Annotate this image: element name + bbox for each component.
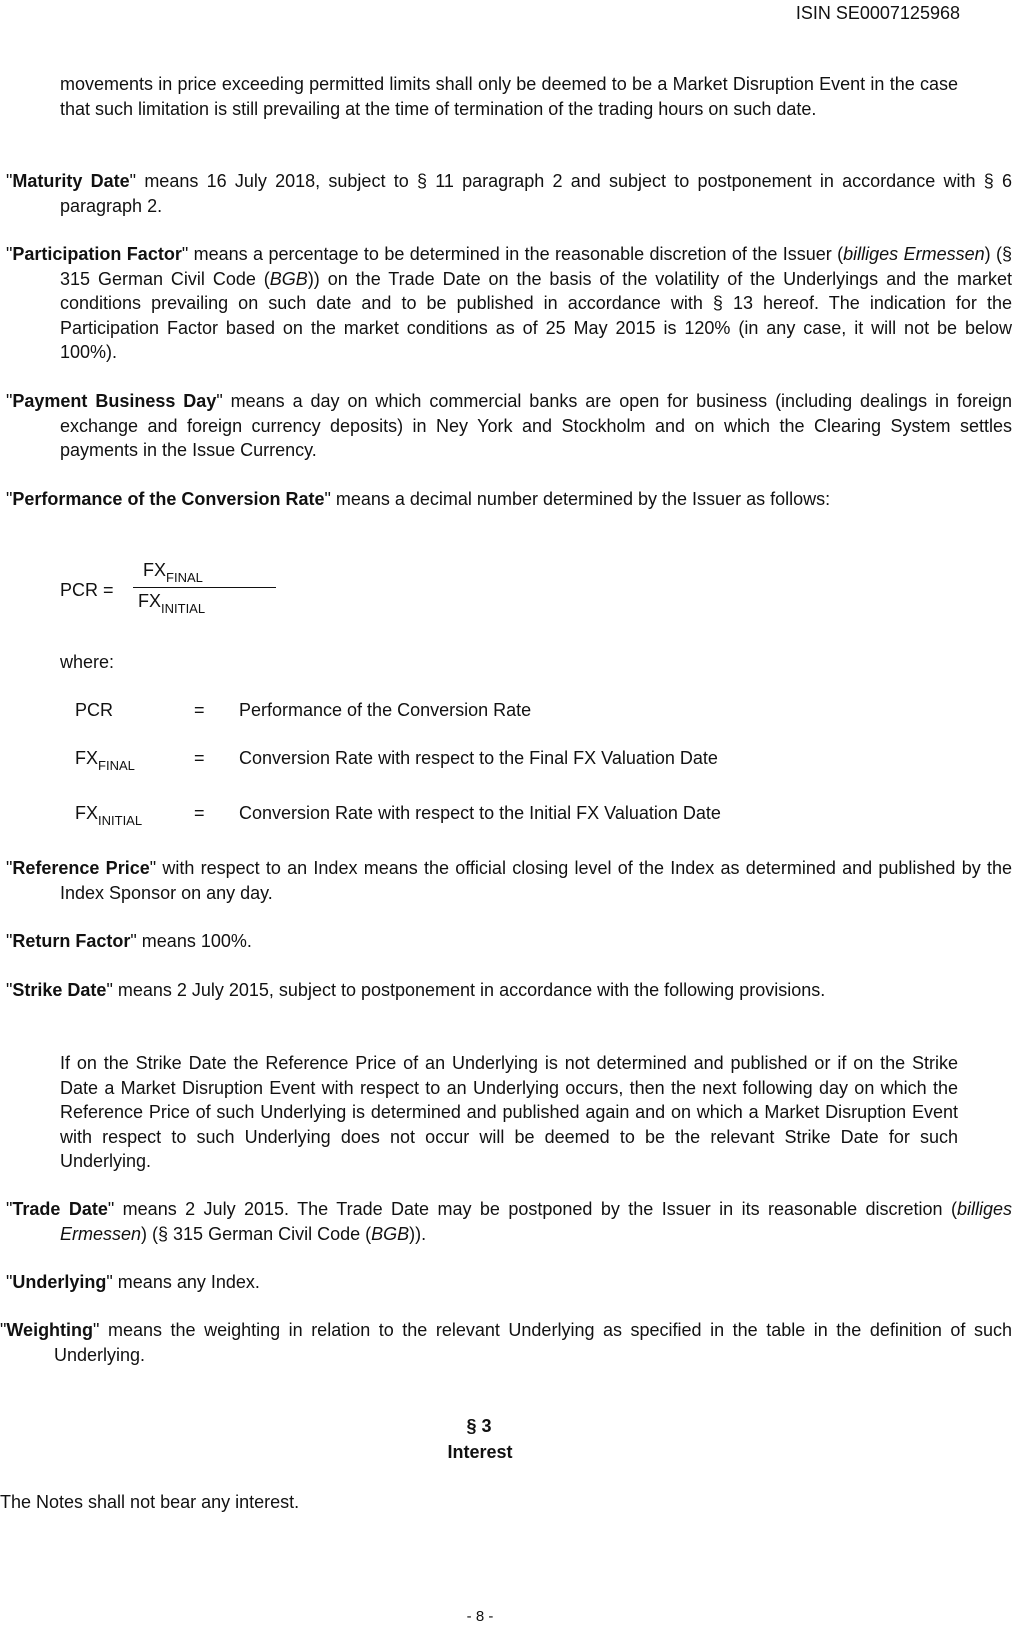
- quote-open: ": [6, 489, 13, 509]
- underlying-term: Underlying: [12, 1272, 107, 1292]
- weighting-term: Weighting: [6, 1320, 94, 1340]
- quote-close: ": [216, 391, 223, 411]
- underlying-definition: [6, 1270, 1012, 1295]
- pcr-formula: [60, 558, 260, 628]
- definition-text: Performance of the Conversion Rate: [239, 700, 532, 720]
- quote-close: ": [107, 1199, 115, 1219]
- quote-open: ": [6, 1199, 13, 1219]
- page-number: - 8 -: [466, 1608, 494, 1625]
- quote-close: ": [129, 171, 137, 191]
- definition-symbol-base: PCR: [75, 700, 114, 720]
- definition-symbol: [75, 746, 135, 773]
- interest-statement: The Notes shall not bear any interest.: [0, 1492, 300, 1512]
- performance-conversion-rate-text: means a decimal number determined by the Issuer as follows:: [330, 489, 831, 509]
- strike-date-text: means 2 July 2015, subject to postponement in accordance with the following provisions.: [112, 980, 826, 1000]
- formula-denominator-sub: INITIAL: [161, 601, 206, 616]
- weighting-definition: [0, 1318, 1012, 1367]
- return-factor-definition: [6, 929, 1012, 954]
- definition-equals: =: [194, 748, 205, 768]
- definition-row-pcr: [75, 698, 955, 724]
- participation-factor-term: Participation Factor: [12, 244, 182, 264]
- payment-business-day-definition: [6, 389, 1012, 463]
- participation-text-1: means a percentage to be determined in the reasonable discretion of the Issuer (: [188, 244, 844, 264]
- reference-price-definition: [6, 856, 1012, 905]
- definition-symbol: [75, 698, 113, 725]
- quote-open: ": [6, 244, 13, 264]
- strike-date-definition: [6, 978, 1012, 1003]
- formula-denominator-base: FX: [138, 591, 162, 611]
- definition-symbol-sub: FINAL: [98, 758, 135, 773]
- trade-date-term: Trade Date: [12, 1199, 108, 1219]
- reference-price-text: with respect to an Index means the official closing level of the Index as determined and published by the Index Sponsor on any day.: [60, 858, 1012, 903]
- trade-date-text-3: )).: [409, 1223, 427, 1244]
- reference-price-term: Reference Price: [12, 858, 150, 878]
- participation-text-2: ) (§ 315 German Civil Code (: [60, 244, 1012, 289]
- definition-text: Conversion Rate with respect to the Final FX Valuation Date: [239, 748, 718, 768]
- definition-equals: =: [194, 700, 205, 720]
- payment-business-day-text: means a day on which commercial banks are open for business (including dealings in foreign exchange and foreign currency deposits) in Ney York and Stockholm and on which the Clearing System settles payments in the Issue Currency.: [60, 391, 1012, 460]
- definition-row-fx-initial: [75, 801, 955, 827]
- formula-lhs: PCR =: [60, 580, 114, 600]
- quote-open: ": [6, 1272, 13, 1292]
- definition-row-fx-final: [75, 746, 955, 772]
- quote-close: ": [324, 489, 331, 509]
- isin-header: ISIN SE0007125968: [795, 3, 960, 23]
- formula-numerator-base: FX: [143, 560, 167, 580]
- where-label: where:: [60, 652, 115, 672]
- quote-open: ": [0, 1320, 7, 1340]
- trade-date-definition: [6, 1197, 1012, 1246]
- trade-date-italic-1: billiges Ermessen: [60, 1199, 1012, 1244]
- performance-conversion-rate-definition: [6, 487, 1012, 512]
- quote-close: ": [130, 931, 137, 951]
- performance-conversion-rate-term: Performance of the Conversion Rate: [12, 489, 325, 509]
- quote-close: ": [106, 1272, 113, 1292]
- participation-italic-1: billiges Ermessen: [843, 244, 985, 264]
- formula-denominator: [138, 589, 205, 616]
- definition-symbol-base: FX: [75, 803, 99, 823]
- definition-symbol-base: FX: [75, 748, 99, 768]
- maturity-date-term: Maturity Date: [12, 171, 130, 191]
- quote-open: ": [6, 171, 13, 191]
- quote-close: ": [106, 980, 113, 1000]
- return-factor-text: means 100%.: [136, 931, 252, 951]
- definition-text: Conversion Rate with respect to the Initial FX Valuation Date: [239, 803, 721, 823]
- participation-factor-definition: [6, 242, 1012, 365]
- quote-close: ": [149, 858, 157, 878]
- participation-italic-2: BGB: [269, 268, 308, 289]
- payment-business-day-term: Payment Business Day: [12, 391, 217, 411]
- maturity-date-text: means 16 July 2018, subject to § 11 paragraph 2 and subject to postponement in accordance with § 6 paragraph 2.: [60, 171, 1012, 216]
- trade-date-text-1: means 2 July 2015. The Trade Date may be postponed by the Issuer in its reasonable discretion (: [114, 1199, 957, 1219]
- weighting-text: means the weighting in relation to the relevant Underlying as specified in the table in the definition of such Underlying.: [54, 1320, 1012, 1365]
- quote-open: ": [6, 391, 13, 411]
- section-symbol: § 3: [466, 1416, 492, 1436]
- definition-symbol-sub: INITIAL: [98, 813, 143, 828]
- trade-date-italic-2: BGB: [371, 1223, 410, 1244]
- quote-open: ": [6, 858, 13, 878]
- quote-open: ": [6, 931, 13, 951]
- return-factor-term: Return Factor: [12, 931, 131, 951]
- fraction-bar: [133, 587, 276, 588]
- strike-date-term: Strike Date: [12, 980, 107, 1000]
- definition-equals: =: [194, 803, 205, 823]
- maturity-date-definition: [6, 169, 1012, 218]
- underlying-text: means any Index.: [112, 1272, 260, 1292]
- quote-open: ": [6, 980, 13, 1000]
- formula-numerator-sub: FINAL: [166, 570, 203, 585]
- section-title: Interest: [447, 1442, 513, 1462]
- strike-date-provision: If on the Strike Date the Reference Price of an Underlying is not determined and published or if on the Strike Date a Market Disruption Event with respect to an Underlying occurs, then the next following day on which the Reference Price of such Underlying is determined and published again and on which a Market Disruption Event with respect to such Underlying does not occur will be deemed to be the relevant Strike Date for such Underlying.: [60, 1053, 958, 1171]
- market-disruption-continuation: movements in price exceeding permitted limits shall only be deemed to be a Market Disruption Event in the case that such limitation is still prevailing at the time of termination of the trading hours on such date.: [60, 74, 958, 119]
- quote-close: ": [181, 244, 189, 264]
- formula-numerator: [143, 558, 203, 585]
- trade-date-text-2: ) (§ 315 German Civil Code (: [141, 1223, 372, 1244]
- participation-text-3: )) on the Trade Date on the basis of the volatility of the Underlyings and the market conditions prevailing on such date and to be published in accordance with § 13 hereof. The indication for the Participation Factor based on the market conditions as of 25 May 2015 is 120% (in any case, it will not be below 100%).: [60, 268, 1012, 362]
- quote-close: ": [93, 1320, 100, 1340]
- definition-symbol: [75, 801, 142, 828]
